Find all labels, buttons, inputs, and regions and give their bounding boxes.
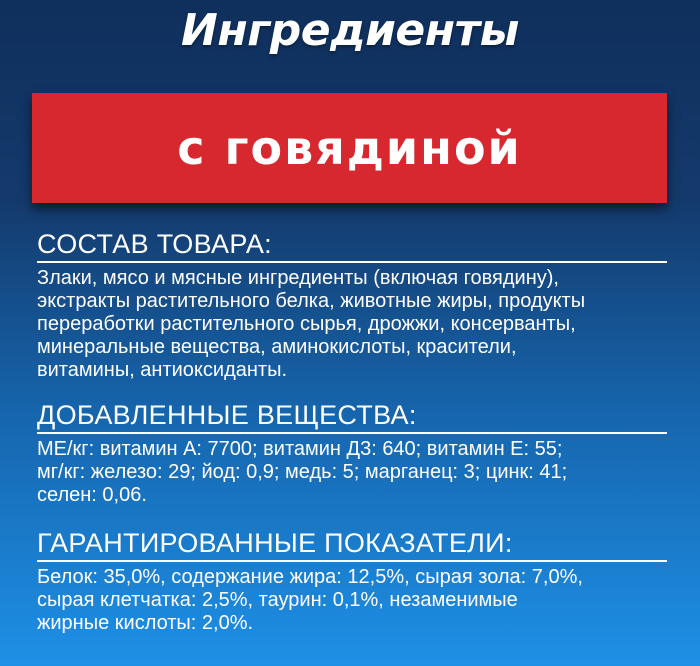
body-line: Белок: 35,0%, содержание жира: 12,5%, сырая зола: 7,0%,	[37, 566, 583, 588]
body-line: Злаки, мясо и мясные ингредиенты (включая говядину),	[37, 267, 559, 289]
section-body-guaranteed	[37, 566, 667, 635]
body-line: мг/кг: железо: 29; йод: 0,9; медь: 5; марганец: 3; цинк: 41;	[37, 461, 568, 483]
section-body-additives	[37, 438, 667, 507]
section-divider	[37, 432, 667, 434]
section-body-composition	[37, 267, 667, 382]
body-line: жирные кислоты: 2,0%.	[37, 612, 254, 634]
section-guaranteed	[37, 528, 667, 635]
body-line: селен: 0,06.	[37, 484, 147, 506]
section-heading-composition: СОСТАВ ТОВАРА:	[37, 229, 272, 259]
body-line: МЕ/кг: витамин А: 7700; витамин Д3: 640; витамин Е: 55;	[37, 438, 563, 460]
section-divider	[37, 560, 667, 562]
body-line: витамины, антиоксиданты.	[37, 359, 288, 381]
section-heading-guaranteed: ГАРАНТИРОВАННЫЕ ПОКАЗАТЕЛИ:	[37, 528, 513, 558]
section-heading-additives: ДОБАВЛЕННЫЕ ВЕЩЕСТВА:	[37, 400, 417, 430]
page-title: Ингредиенты	[181, 5, 519, 56]
body-line: сырая клетчатка: 2,5%, таурин: 0,1%, незаменимые	[37, 589, 518, 611]
flavor-banner	[32, 93, 667, 203]
section-composition	[37, 229, 667, 382]
flavor-banner-text: с говядиной	[177, 121, 522, 175]
body-line: переработки растительного сырья, дрожжи, консерванты,	[37, 313, 576, 335]
section-divider	[37, 261, 667, 263]
body-line: минеральные вещества, аминокислоты, красители,	[37, 336, 517, 358]
section-additives	[37, 400, 667, 507]
body-line: экстракты растительного белка, животные жиры, продукты	[37, 290, 586, 312]
